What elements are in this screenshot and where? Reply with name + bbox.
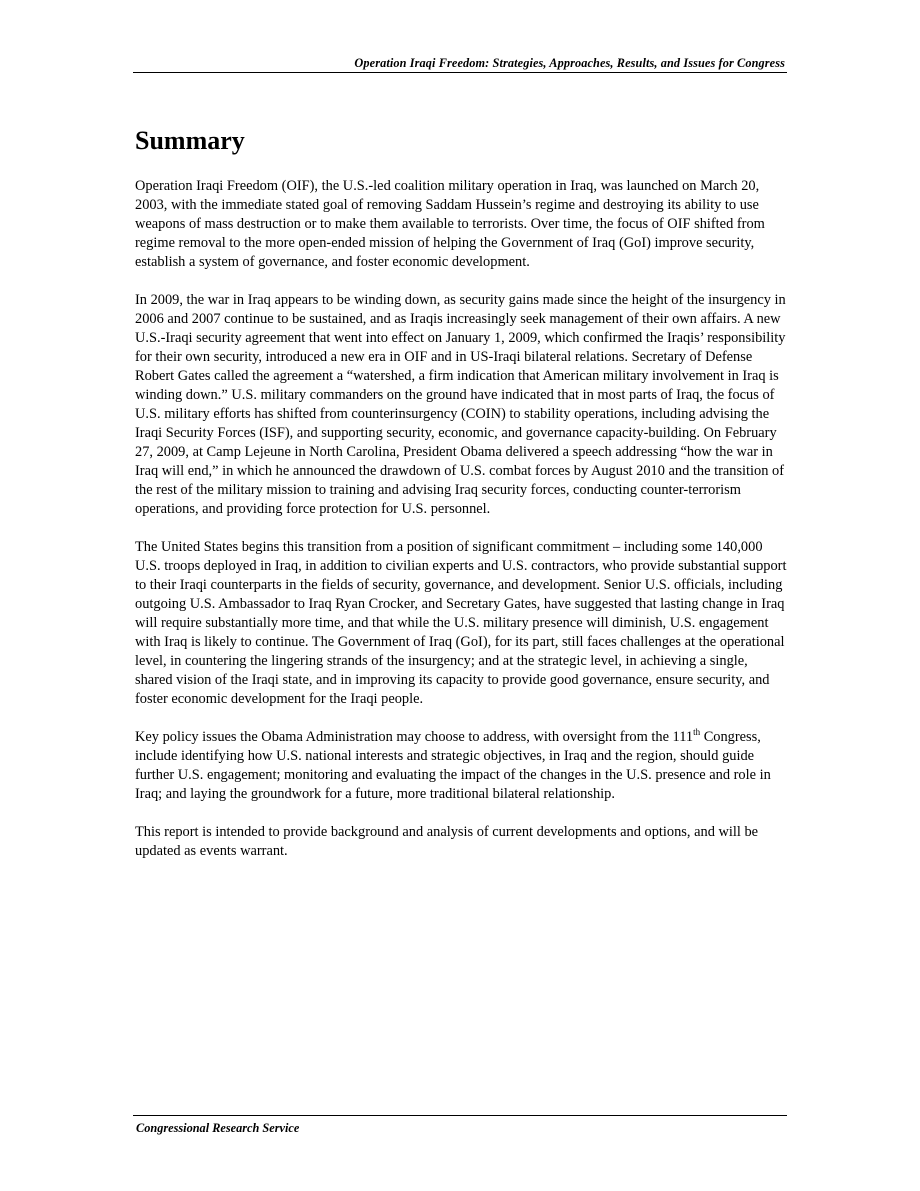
ordinal-superscript: th — [693, 727, 701, 738]
summary-body — [135, 177, 787, 880]
running-header-title: Operation Iraqi Freedom: Strategies, Approaches, Results, and Issues for Congress — [354, 56, 785, 70]
paragraph-4-start: Key policy issues the Obama Administration may choose to address, with oversight from the 111 — [135, 729, 694, 745]
running-header — [133, 54, 787, 73]
paragraph-5: This report is intended to provide background and analysis of current developments and options, and will be updated as events warrant. — [135, 824, 759, 859]
paragraph-4 — [135, 728, 787, 804]
paragraph-3: The United States begins this transition from a position of significant commitment – including some 140,000 U.S. troops deployed in Iraq, in addition to civilian experts and U.S. contractors, who provide substantial support to their Iraqi counterparts in the fields of security, governance, and development. Senior U.S. officials, including outgoing U.S. Ambassador to Iraq Ryan Crocker, and Secretary Gates, have suggested that lasting change in Iraq will require substantially more time, and that while the U.S. military presence will diminish, U.S. engagement with Iraq is likely to continue. The Government of Iraq (GoI), for its part, still faces challenges at the operational level, in countering the lingering strands of the insurgency; and at the strategic level, in achieving a single, shared vision of the Iraqi state, and in improving its capacity to provide good governance, ensure security, and foster economic development for the Iraqi people. — [135, 539, 787, 707]
footer-publisher: Congressional Research Service — [136, 1121, 300, 1135]
page-footer — [133, 1115, 787, 1135]
paragraph-4-end: Congress, include identifying how U.S. national interests and strategic objectives, in Iraq and the region, should guide further U.S. engagement; monitoring and evaluating the impact of the changes in the U.S. presence and role in Iraq; and laying the groundwork for a future, more traditional bilateral relationship. — [135, 729, 771, 802]
page-title: Summary — [135, 126, 245, 155]
paragraph-2: In 2009, the war in Iraq appears to be winding down, as security gains made since the height of the insurgency in 2006 and 2007 continue to be sustained, and as Iraqis increasingly seek management of their own affairs. A new U.S.-Iraqi security agreement that went into effect on January 1, 2009, which confirmed the Iraqis’ responsibility for their own security, introduced a new era in OIF and in US-Iraqi bilateral relations. Secretary of Defense Robert Gates called the agreement a “watershed, a firm indication that American military involvement in Iraq is winding down.” U.S. military commanders on the ground have indicated that in most parts of Iraq, the focus of U.S. military efforts has shifted from counterinsurgency (COIN) to stability operations, including advising the Iraqi Security Forces (ISF), and supporting security, economic, and governance capacity-building. On February 27, 2009, at Camp Lejeune in North Carolina, President Obama delivered a speech addressing “how the war in Iraq will end,” in which he announced the drawdown of U.S. combat forces by August 2010 and the transition of the rest of the military mission to training and advising Iraq security forces, conducting counter-terrorism operations, and providing force protection for U.S. personnel. — [135, 292, 786, 517]
paragraph-1: Operation Iraqi Freedom (OIF), the U.S.-led coalition military operation in Iraq, was launched on March 20, 2003, with the immediate stated goal of removing Saddam Hussein’s regime and destroying its ability to use weapons of mass destruction or to make them available to terrorists. Over time, the focus of OIF shifted from regime removal to the more open-ended mission of helping the Government of Iraq (GoI) improve security, establish a system of governance, and foster economic development. — [135, 178, 765, 270]
